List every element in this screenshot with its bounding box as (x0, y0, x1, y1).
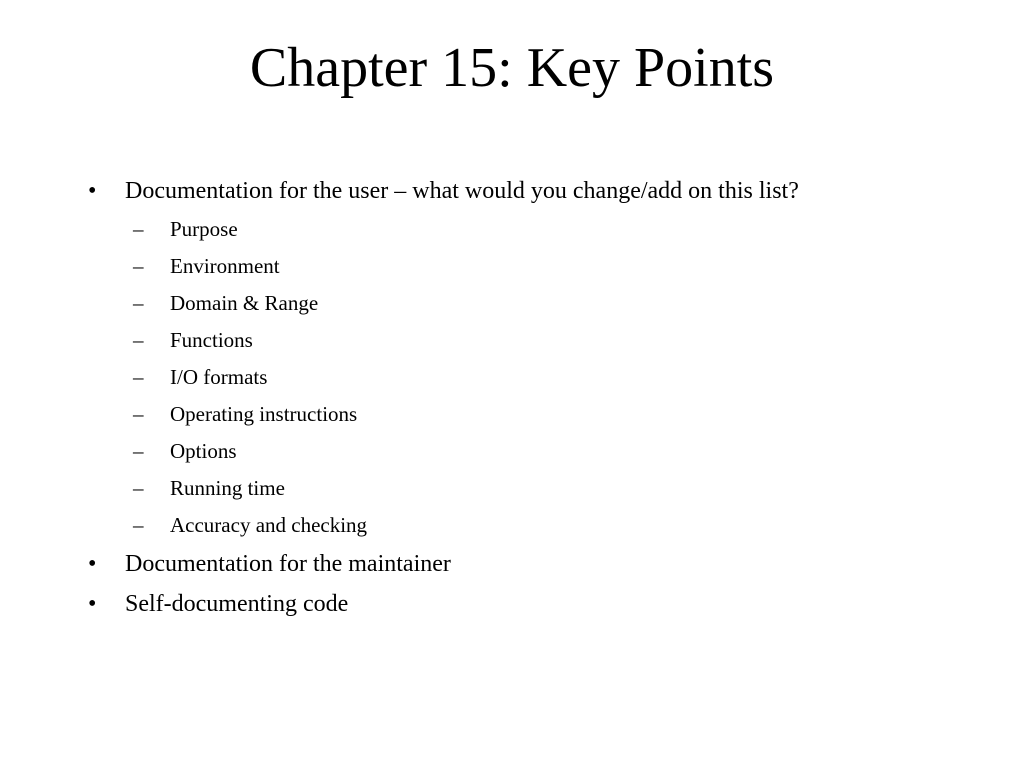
sub-item-text: Accuracy and checking (170, 513, 368, 537)
sub-item (133, 401, 988, 427)
bullet-icon: • (88, 178, 97, 204)
sub-item (133, 364, 988, 390)
sub-item-text: Functions (170, 328, 253, 352)
sub-item-text: Running time (170, 476, 285, 500)
bullet-point (88, 549, 988, 579)
slide-content (88, 176, 988, 629)
bullet-text: Documentation for the user – what would you change/add on this list? (125, 178, 799, 204)
bullet-point (88, 589, 988, 619)
sub-item-text: Domain & Range (170, 291, 319, 315)
sub-item (133, 438, 988, 464)
sub-item-text: Operating instructions (170, 402, 358, 426)
dash-icon: – (133, 402, 144, 426)
sub-item (133, 327, 988, 353)
dash-icon: – (133, 291, 144, 315)
bullet-icon: • (88, 591, 97, 617)
dash-icon: – (133, 439, 144, 463)
bullet-text: Self-documenting code (125, 591, 349, 617)
sub-item-text: Environment (170, 254, 280, 278)
sub-item-text: Purpose (170, 217, 238, 241)
user-documentation-list (133, 216, 988, 538)
sub-item (133, 512, 988, 538)
dash-icon: – (133, 254, 144, 278)
sub-item (133, 475, 988, 501)
dash-icon: – (133, 217, 144, 241)
sub-item (133, 216, 988, 242)
sub-item (133, 253, 988, 279)
dash-icon: – (133, 365, 144, 389)
slide-title: Chapter 15: Key Points (249, 37, 775, 99)
bullet-icon: • (88, 551, 97, 577)
sub-item-text: Options (170, 439, 237, 463)
sub-item-text: I/O formats (170, 365, 268, 389)
dash-icon: – (133, 328, 144, 352)
bullet-point (88, 176, 988, 206)
sub-item (133, 290, 988, 316)
dash-icon: – (133, 513, 144, 537)
bullet-text: Documentation for the maintainer (125, 551, 451, 577)
dash-icon: – (133, 476, 144, 500)
